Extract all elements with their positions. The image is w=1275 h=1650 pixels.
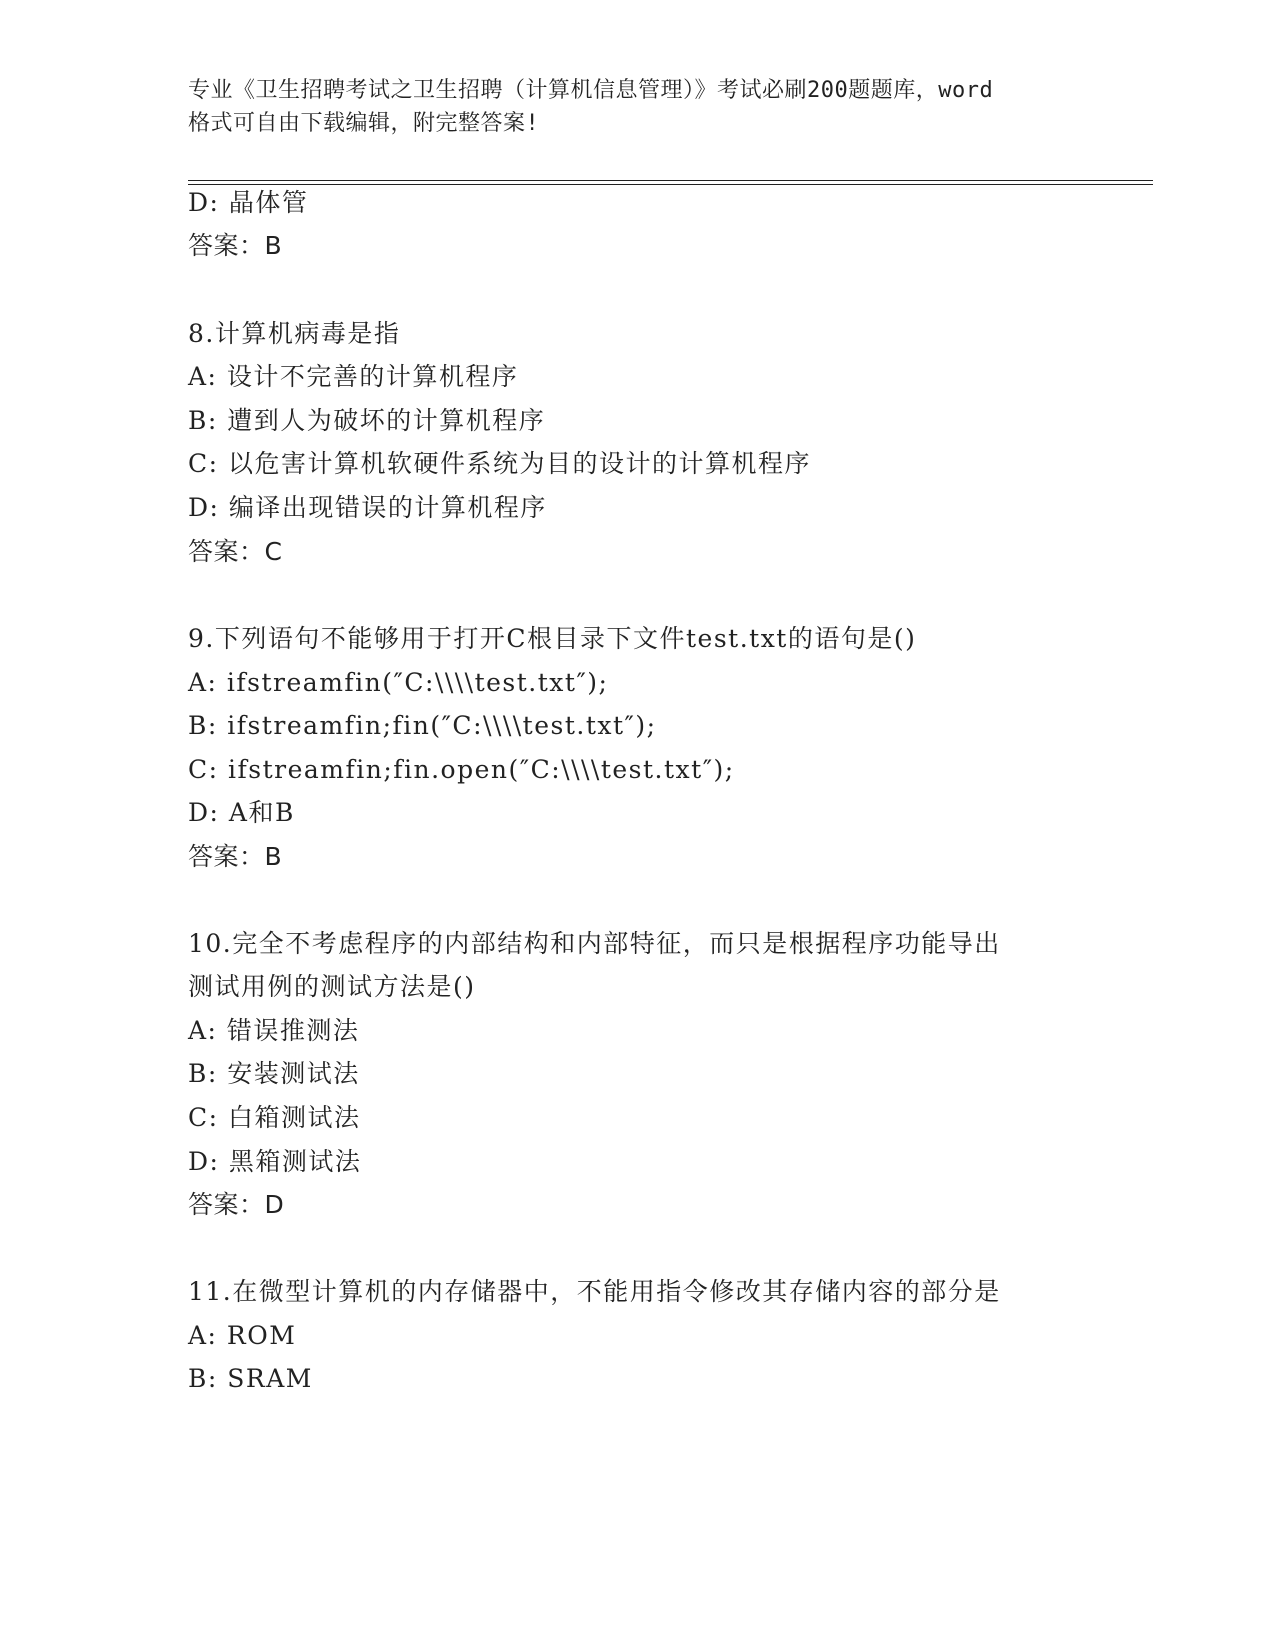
q8-option-c: C: 以危害计算机软硬件系统为目的设计的计算机程序 [188,449,812,478]
q8-question: 8.计算机病毒是指 [188,319,401,348]
q8-option-d: D: 编译出现错误的计算机程序 [188,493,547,522]
header-divider-bottom [188,184,1153,185]
q10-question-line-2: 测试用例的测试方法是() [188,972,476,1001]
q7-option-d: D: 晶体管 [188,188,309,217]
header-divider-top [188,180,1153,181]
q10-option-b: B: 安装测试法 [188,1059,360,1088]
q10-question-line-1: 10.完全不考虑程序的内部结构和内部特征，而只是根据程序功能导出 [188,929,1001,958]
q8-answer: 答案：C [188,537,283,566]
document-header [188,74,1088,140]
q9-option-a: A: ifstreamfin(″C:\\\\test.txt″); [188,668,609,697]
q9-option-d: D: A和B [188,798,295,827]
q10-option-d: D: 黑箱测试法 [188,1147,362,1176]
q9-question: 9.下列语句不能够用于打开C根目录下文件test.txt的语句是() [188,624,917,653]
q9-answer: 答案：B [188,842,283,871]
header-title-line-1: 专业《卫生招聘考试之卫生招聘（计算机信息管理）》考试必刷200题题库，word [188,78,994,103]
q8-option-a: A: 设计不完善的计算机程序 [188,362,519,391]
q11-option-a: A: ROM [188,1321,297,1350]
q9-option-c: C: ifstreamfin;fin.open(″C:\\\\test.txt″); [188,755,735,784]
q11-option-b: B: SRAM [188,1364,313,1393]
q8-option-b: B: 遭到人为破坏的计算机程序 [188,406,546,435]
q10-option-c: C: 白箱测试法 [188,1103,361,1132]
q10-answer: 答案：D [188,1190,285,1219]
q9-option-b: B: ifstreamfin;fin(″C:\\\\test.txt″); [188,711,657,740]
q7-answer: 答案：B [188,231,283,260]
header-title-line-2: 格式可自由下载编辑，附完整答案! [188,111,540,136]
q11-question: 11.在微型计算机的内存储器中，不能用指令修改其存储内容的部分是 [188,1277,1001,1306]
q10-option-a: A: 错误推测法 [188,1016,360,1045]
